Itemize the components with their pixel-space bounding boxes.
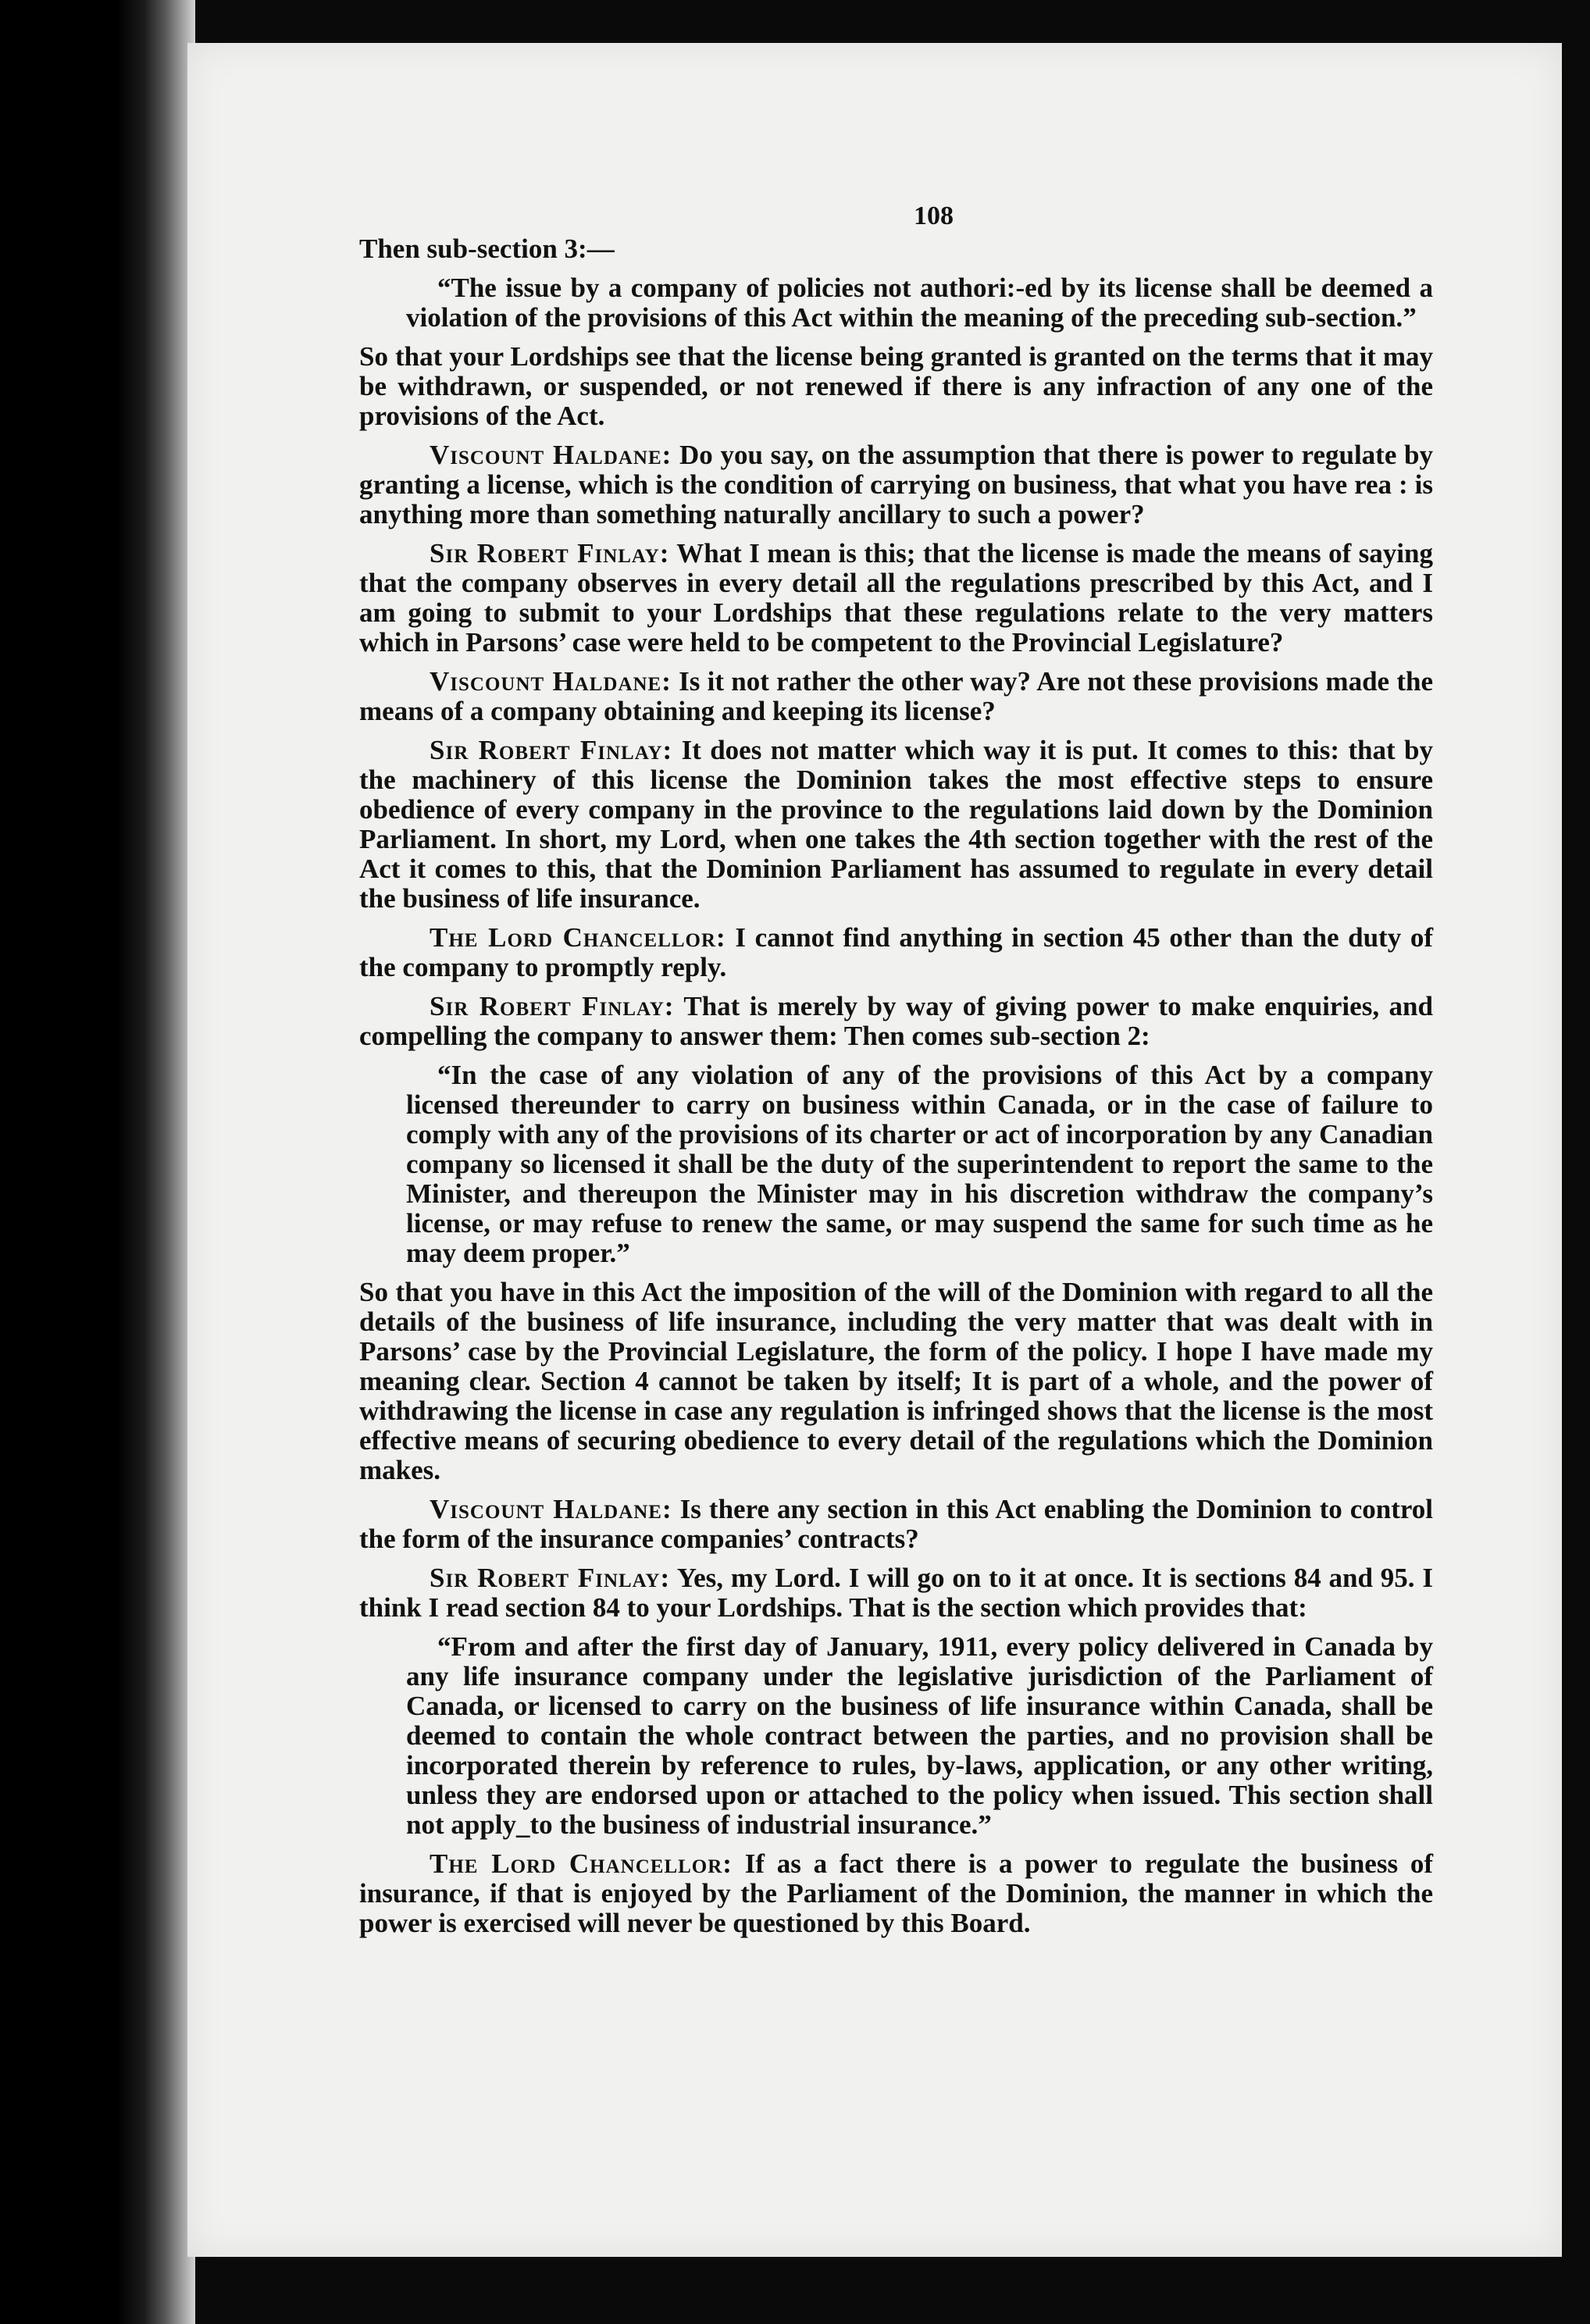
page-text xyxy=(359,234,1433,1948)
paragraph-text: So that your Lordships see that the license being granted is granted on the terms that it may be withdrawn, or suspended, or not renewed if there is any infraction of any one of the provisions of the Act. xyxy=(359,341,1433,431)
paragraph-text: What I mean is this; that the license is made the means of saying that the company observes in every detail all the regulations prescribed by this Act, and I am going to submit to your Lordships that these regulations relate to the very matters which in Parsons’ case were held to be competent to the Provincial Legislature? xyxy=(359,538,1433,658)
speaker-name: Sir Robert Finlay: xyxy=(430,538,670,569)
paragraph-text: Do you say, on the assumption that there is power to regulate by granting a license, which is the condition of carrying on business, that what you have rea : is anything more than something naturally ancillary to such a power? xyxy=(359,440,1433,529)
dialogue-paragraph xyxy=(359,992,1433,1051)
quote-block xyxy=(406,1060,1433,1268)
dialogue-paragraph xyxy=(359,1495,1433,1554)
dialogue-paragraph xyxy=(359,667,1433,726)
paragraph-text: Is there any section in this Act enabling the Dominion to control the form of the insurance companies’ contracts? xyxy=(359,1494,1434,1554)
paragraph-text: I cannot find anything in section 45 other than the duty of the company to promptly reply. xyxy=(359,922,1433,982)
paragraph-10 xyxy=(359,1278,1433,1485)
quote-text: “From and after the first day of January, 1911, every policy delivered in Canada by any life insurance company under the legislative jurisdiction of the Parliament of Canada, or licensed to carry on the business of life insurance within Canada, shall be deemed to contain the whole contract between the parties, and no provision shall be incorporated therein by reference to rules, by-laws, application, or any other writing, unless they are endorsed upon or attached to the policy when issued. This section shall not apply_to the business of industrial insurance.” xyxy=(406,1631,1433,1840)
page-number: 108 xyxy=(914,201,954,230)
speaker-name: Viscount Haldane: xyxy=(430,1494,672,1524)
paragraph-text: That is merely by way of giving power to make enquiries, and compelling the company to answer them: Then comes sub-section 2: xyxy=(359,991,1433,1051)
speaker-name: Sir Robert Finlay: xyxy=(430,1563,671,1593)
quote-block xyxy=(406,273,1433,333)
dialogue-paragraph xyxy=(359,1849,1433,1938)
paragraph-text: Is it not rather the other way? Are not these provisions made the means of a company obtaining and keeping its license? xyxy=(359,666,1433,726)
dialogue-paragraph xyxy=(359,923,1433,982)
dialogue-paragraph xyxy=(359,1563,1433,1623)
dialogue-paragraph xyxy=(359,539,1433,658)
speaker-name: Sir Robert Finlay: xyxy=(430,991,675,1021)
paragraph-text: Then sub-section 3:— xyxy=(359,233,615,264)
paragraph-0 xyxy=(359,234,1433,264)
dialogue-paragraph xyxy=(359,736,1433,914)
dialogue-paragraph xyxy=(359,440,1433,529)
paragraph-text: It does not matter which way it is put. It comes to this: that by the machinery of this license the Dominion takes the most effective steps to ensure obedience of every company in the province to the regulations laid down by the Dominion Parliament. In short, my Lord, when one takes the 4th section together with the rest of the Act it comes to this, that the Dominion Parliament has assumed to regulate in every detail the business of life insurance. xyxy=(359,735,1434,914)
paragraph-text: If as a fact there is a power to regulate the business of insurance, if that is enjoyed by the Parliament of the Dominion, the manner in which the power is exercised will never be questioned by this Board. xyxy=(359,1848,1433,1938)
quote-text: “The issue by a company of policies not authori:-ed by its license shall be deemed a violation of the provisions of this Act within the meaning of the preceding sub-section.” xyxy=(406,273,1433,333)
speaker-name: Sir Robert Finlay: xyxy=(430,735,673,765)
speaker-name: The Lord Chancellor: xyxy=(430,1848,733,1879)
quote-block xyxy=(406,1632,1433,1840)
speaker-name: Viscount Haldane: xyxy=(430,440,672,470)
paragraph-text: So that you have in this Act the imposition of the will of the Dominion with regard to all the details of the business of life insurance, including the very matter that was dealt with in Parsons’ case by the Provincial Legislature, the form of the policy. I hope I have made my meaning clear. Section 4 cannot be taken by itself; It is part of a whole, and the power of withdrawing the license in case any regulation is infringed shows that the license is the most effective means of securing obedience to every detail of the regulations which the Dominion makes. xyxy=(359,1277,1433,1485)
paragraph-2 xyxy=(359,342,1433,431)
speaker-name: The Lord Chancellor: xyxy=(430,922,726,953)
paragraph-text: Yes, my Lord. I will go on to it at once. It is sections 84 and 95. I think I read section 84 to your Lordships. That is the section which provides that: xyxy=(359,1563,1434,1623)
speaker-name: Viscount Haldane: xyxy=(430,666,672,697)
book-binding-edge xyxy=(0,0,195,2324)
quote-text: “In the case of any violation of any of the provisions of this Act by a company licensed thereunder to carry on business within Canada, or in the case of failure to comply with any of the provisions of its charter or act of incorporation by any Canadian company so licensed it shall be the duty of the superintendent to report the same to the Minister, and thereupon the Minister may in his discretion withdraw the company’s license, or may refuse to renew the same, or may suspend the same for such time as he may deem proper.” xyxy=(406,1060,1433,1268)
